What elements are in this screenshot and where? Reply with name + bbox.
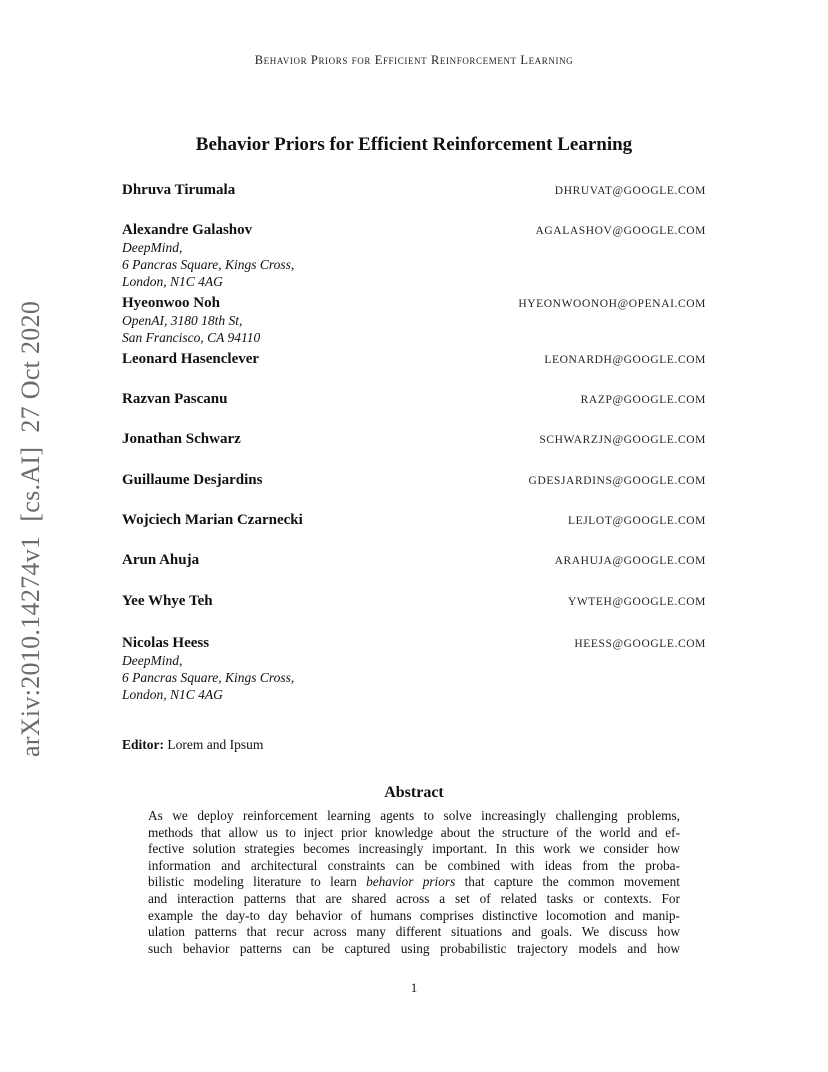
- abstract-line: As we deploy reinforcement learning agents to solve increasingly challenging problems,: [148, 808, 680, 823]
- author-block: [122, 511, 706, 529]
- author-block: [122, 350, 706, 368]
- author-email[interactable]: RAZP@GOOGLE.COM: [580, 394, 706, 406]
- abstract-heading: Abstract: [384, 784, 444, 801]
- author-block: [122, 294, 706, 346]
- author-block: [122, 551, 706, 569]
- arxiv-id: arXiv:2010.14274v1: [16, 535, 45, 757]
- author-email[interactable]: HYEONWOONOH@OPENAI.COM: [518, 298, 706, 310]
- author-email[interactable]: HEESS@GOOGLE.COM: [574, 638, 706, 650]
- author-name: Yee Whye Teh: [122, 593, 213, 609]
- author-email[interactable]: ARAHUJA@GOOGLE.COM: [554, 555, 706, 567]
- author-email[interactable]: AGALASHOV@GOOGLE.COM: [535, 225, 706, 237]
- author-block: [122, 634, 706, 703]
- abstract-line: [148, 874, 680, 891]
- author-name: Hyeonwoo Noh: [122, 295, 220, 311]
- author-name: Dhruva Tirumala: [122, 182, 236, 198]
- author-email[interactable]: YWTEH@GOOGLE.COM: [567, 596, 706, 608]
- author-name: Leonard Hasenclever: [122, 351, 260, 367]
- author-name: Nicolas Heess: [122, 635, 210, 651]
- arxiv-category: [cs.AI]: [16, 446, 45, 522]
- abstract-text: bilistic modeling literature to learn: [148, 874, 367, 890]
- abstract-line: such behavior patterns can be captured using probabilistic trajectory models and how: [148, 940, 680, 956]
- author-email[interactable]: SCHWARZJN@GOOGLE.COM: [539, 434, 706, 446]
- editor-line: [122, 737, 263, 753]
- author-block: [122, 390, 706, 408]
- author-name: Razvan Pascanu: [122, 391, 228, 407]
- abstract-line: methods that allow us to inject prior knowledge about the structure of the world and ef-: [148, 824, 680, 840]
- author-block: [122, 471, 706, 489]
- author-affiliation-line: DeepMind,: [122, 653, 183, 668]
- author-name: Alexandre Galashov: [122, 222, 253, 238]
- author-block: [122, 592, 706, 610]
- author-affiliation-line: OpenAI, 3180 18th St,: [122, 313, 243, 328]
- abstract-line: fective solution strategies becomes increasingly important. In this work we consider how: [148, 841, 680, 857]
- author-affiliation-line: DeepMind,: [122, 240, 183, 255]
- author-affiliation-line: 6 Pancras Square, Kings Cross,: [122, 257, 295, 272]
- author-email[interactable]: GDESJARDINS@GOOGLE.COM: [528, 475, 706, 487]
- abstract-emphasis: behavior priors: [366, 874, 456, 890]
- author-name: Wojciech Marian Czarnecki: [122, 512, 303, 528]
- author-email[interactable]: DHRUVAT@GOOGLE.COM: [554, 185, 706, 197]
- running-header: Behavior Priors for Efficient Reinforcement Learning: [254, 53, 574, 67]
- author-block: [122, 181, 706, 199]
- arxiv-date: 27 Oct 2020: [16, 300, 45, 433]
- abstract-line: information and architectural constraints can be combined with ideas from the proba-: [148, 857, 680, 873]
- abstract-line: ulation patterns that recur across many different situations and goals. We discuss how: [148, 924, 680, 940]
- author-name: Arun Ahuja: [122, 552, 200, 568]
- author-name: Jonathan Schwarz: [122, 431, 241, 447]
- author-name: Guillaume Desjardins: [122, 472, 263, 488]
- author-affiliation-line: San Francisco, CA 94110: [122, 330, 261, 345]
- abstract-text: that capture the common movement: [455, 874, 680, 890]
- abstract-line: example the day-to day behavior of humans comprises distinctive locomotion and manip-: [148, 907, 680, 923]
- author-affiliation-line: London, N1C 4AG: [122, 274, 223, 289]
- arxiv-stamp: [16, 287, 46, 757]
- abstract-body: [148, 808, 680, 957]
- author-email[interactable]: LEONARDH@GOOGLE.COM: [544, 354, 706, 366]
- editor-label: Editor:: [122, 737, 164, 752]
- abstract-line: and interaction patterns that are shared across a set of related tasks or contexts. For: [148, 890, 680, 906]
- editor-value: Lorem and Ipsum: [167, 737, 264, 752]
- author-affiliation-line: 6 Pancras Square, Kings Cross,: [122, 670, 295, 685]
- author-block: [122, 221, 706, 290]
- author-affiliation-line: London, N1C 4AG: [122, 687, 223, 702]
- author-email[interactable]: LEJLOT@GOOGLE.COM: [567, 515, 706, 527]
- page-number: 1: [410, 980, 418, 995]
- author-block: [122, 430, 706, 448]
- paper-title: Behavior Priors for Efficient Reinforcement Learning: [195, 134, 633, 155]
